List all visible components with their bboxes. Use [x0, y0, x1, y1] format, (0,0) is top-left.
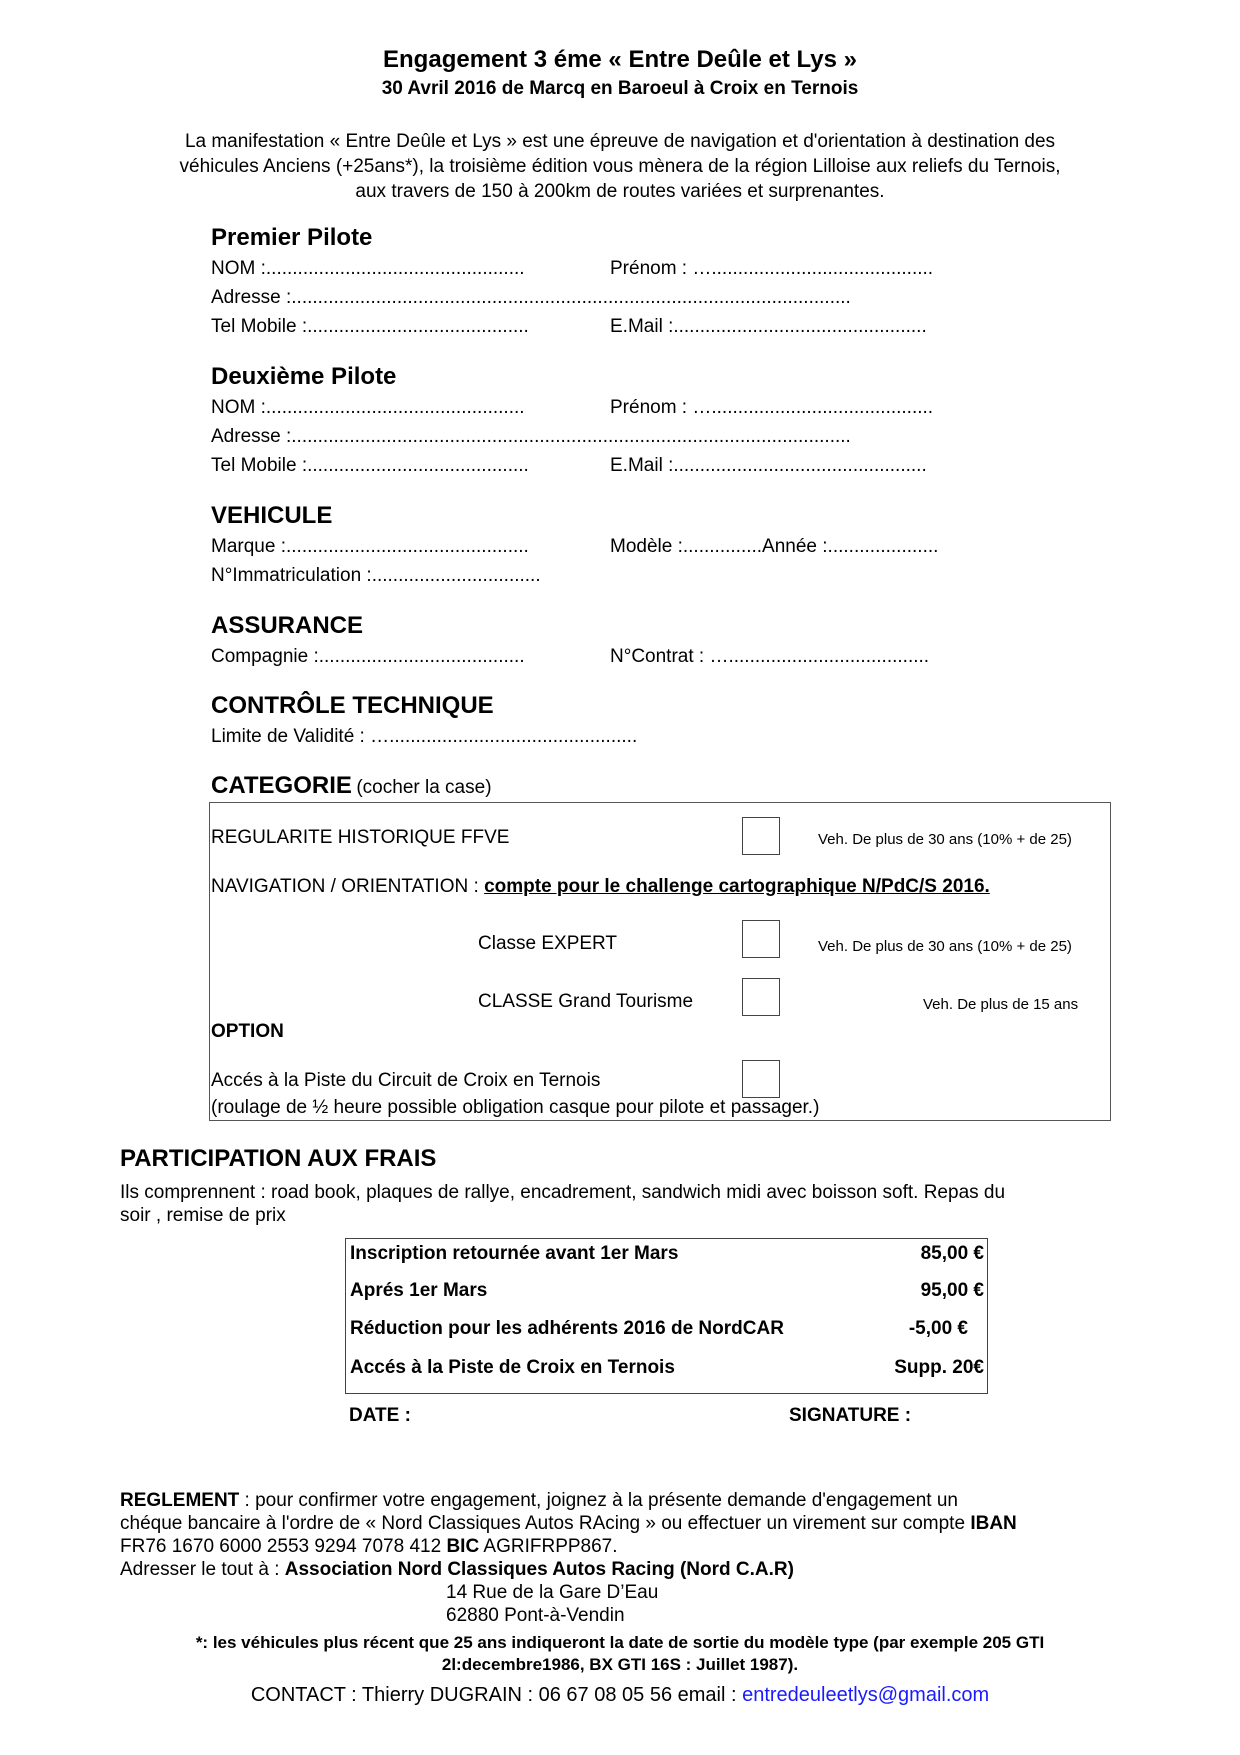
regularite-checkbox[interactable]: [742, 817, 780, 855]
fees-row-amount: Supp. 20€: [894, 1357, 984, 1378]
gt-label: CLASSE Grand Tourisme: [478, 991, 694, 1012]
navigation-label: NAVIGATION / ORIENTATION :: [211, 876, 485, 897]
fees-table: [345, 1238, 988, 1394]
categorie-heading: CATEGORIE: [211, 772, 352, 799]
frais-desc-line-1: Ils comprennent : road book, plaques de rallye, encadrement, sandwich midi avec boisson soft. Repas du: [120, 1182, 1006, 1203]
pilot1-heading: Premier Pilote: [211, 224, 373, 251]
reglement-line-4: [120, 1559, 794, 1581]
gt-note: Veh. De plus de 15 ans: [923, 996, 1079, 1013]
reglement-line-2: [120, 1513, 1017, 1535]
address-line-2: 62880 Pont-à-Vendin: [446, 1605, 625, 1626]
iban-value: FR76 1670 6000 2553 9294 7078 412: [120, 1536, 447, 1557]
contact-line: [0, 1684, 1240, 1707]
piste-note: (roulage de ½ heure possible obligation casque pour pilote et passager.): [211, 1097, 820, 1118]
pilot1-prenom-field[interactable]: Prénom : …..........................................: [610, 258, 934, 279]
categorie-hint: (cocher la case): [356, 777, 492, 798]
association-name: Association Nord Classiques Autos Racing (Nord C.A.R): [284, 1559, 794, 1580]
navigation-challenge-text: compte pour le challenge cartographique N/PdC/S 2016.: [484, 876, 990, 897]
fees-row-amount: 95,00 €: [920, 1280, 984, 1301]
bic-label: BIC: [446, 1536, 480, 1557]
page-title: Engagement 3 éme « Entre Deûle et Lys »: [383, 46, 857, 73]
page-subtitle: 30 Avril 2016 de Marcq en Baroeul à Croix en Ternois: [381, 78, 859, 99]
footnote-line-2: 2l:decembre1986, BX GTI 16S : Juillet 1987).: [441, 1655, 799, 1674]
pilot2-adresse-field[interactable]: Adresse :..........................................................................................................: [211, 426, 851, 447]
reglement-line-3: [120, 1536, 618, 1558]
pilot2-prenom-field[interactable]: Prénom : …..........................................: [610, 397, 934, 418]
assurance-compagnie-field[interactable]: Compagnie :.......................................: [211, 646, 525, 667]
pilot2-email-field[interactable]: E.Mail :................................................: [610, 455, 927, 476]
fees-row-label: Aprés 1er Mars: [350, 1280, 488, 1301]
vehicule-modele-annee-field[interactable]: Modèle :...............Année :.....................: [610, 536, 939, 557]
frais-desc-line-2: soir , remise de prix: [120, 1205, 286, 1226]
contact-email-link[interactable]: entredeuleetlys@gmail.com: [742, 1684, 990, 1706]
assurance-contrat-field[interactable]: N°Contrat : …......................................: [610, 646, 930, 667]
intro-line-3: aux travers de 150 à 200km de routes variées et surprenantes.: [355, 181, 885, 202]
controle-heading: CONTRÔLE TECHNIQUE: [211, 692, 494, 719]
vehicule-heading: VEHICULE: [211, 502, 333, 529]
regularite-label: REGULARITE HISTORIQUE FFVE: [211, 827, 510, 848]
pilot2-tel-field[interactable]: Tel Mobile :..........................................: [211, 455, 529, 476]
pilot2-nom-field[interactable]: NOM :.................................................: [211, 397, 525, 418]
fees-row-label: Inscription retournée avant 1er Mars: [350, 1243, 679, 1264]
date-label: DATE :: [349, 1405, 411, 1426]
bic-value: AGRIFRPP867.: [479, 1536, 618, 1557]
expert-label: Classe EXPERT: [478, 933, 618, 954]
vehicule-immatriculation-field[interactable]: N°Immatriculation :................................: [211, 565, 541, 586]
expert-checkbox[interactable]: [742, 920, 780, 958]
assurance-heading: ASSURANCE: [211, 612, 364, 639]
frais-heading: PARTICIPATION AUX FRAIS: [120, 1145, 437, 1172]
gt-checkbox[interactable]: [742, 978, 780, 1016]
option-label: OPTION: [211, 1021, 284, 1042]
reglement-text-1: : pour confirmer votre engagement, joignez à la présente demande d'engagement un: [239, 1490, 958, 1511]
iban-label: IBAN: [970, 1513, 1017, 1534]
address-intro: Adresser le tout à :: [120, 1559, 285, 1580]
piste-checkbox[interactable]: [742, 1060, 780, 1098]
reglement-label: REGLEMENT: [120, 1490, 240, 1511]
pilot2-heading: Deuxième Pilote: [211, 363, 397, 390]
pilot1-tel-field[interactable]: Tel Mobile :..........................................: [211, 316, 529, 337]
footnote-line-1: *: les véhicules plus récent que 25 ans indiqueront la date de sortie du modèle type (par exemple 205 GTI: [195, 1633, 1045, 1652]
expert-note: Veh. De plus de 30 ans (10% + de 25): [818, 938, 1072, 955]
contact-text: CONTACT : Thierry DUGRAIN : 06 67 08 05 56 email :: [250, 1684, 743, 1706]
reglement-text-2: chéque bancaire à l'ordre de « Nord Classiques Autos RAcing » ou effectuer un virement sur compte: [120, 1513, 971, 1534]
regularite-note: Veh. De plus de 30 ans (10% + de 25): [818, 831, 1072, 848]
intro-line-1: La manifestation « Entre Deûle et Lys » est une épreuve de navigation et d'orientation à destination des: [184, 131, 1056, 152]
reglement-line-1: [120, 1490, 958, 1512]
pilot1-email-field[interactable]: E.Mail :................................................: [610, 316, 927, 337]
navigation-row: [211, 876, 990, 898]
fees-row-amount: -5,00 €: [908, 1318, 968, 1339]
signature-label: SIGNATURE :: [789, 1405, 912, 1426]
intro-line-2: véhicules Anciens (+25ans*), la troisième édition vous mènera de la région Lilloise aux reliefs du Ternois,: [179, 156, 1061, 177]
piste-label: Accés à la Piste du Circuit de Croix en Ternois: [211, 1070, 601, 1091]
pilot1-adresse-field[interactable]: Adresse :..........................................................................................................: [211, 287, 851, 308]
pilot1-nom-field[interactable]: NOM :.................................................: [211, 258, 525, 279]
fees-row-label: Réduction pour les adhérents 2016 de NordCAR: [350, 1318, 784, 1339]
fees-row-label: Accés à la Piste de Croix en Ternois: [350, 1357, 675, 1378]
address-line-1: 14 Rue de la Gare D’Eau: [446, 1582, 659, 1603]
categorie-heading-row: [211, 772, 492, 800]
controle-validite-field[interactable]: Limite de Validité : …...............................................: [211, 726, 638, 747]
fees-row-amount: 85,00 €: [920, 1243, 984, 1264]
vehicule-marque-field[interactable]: Marque :..............................................: [211, 536, 529, 557]
